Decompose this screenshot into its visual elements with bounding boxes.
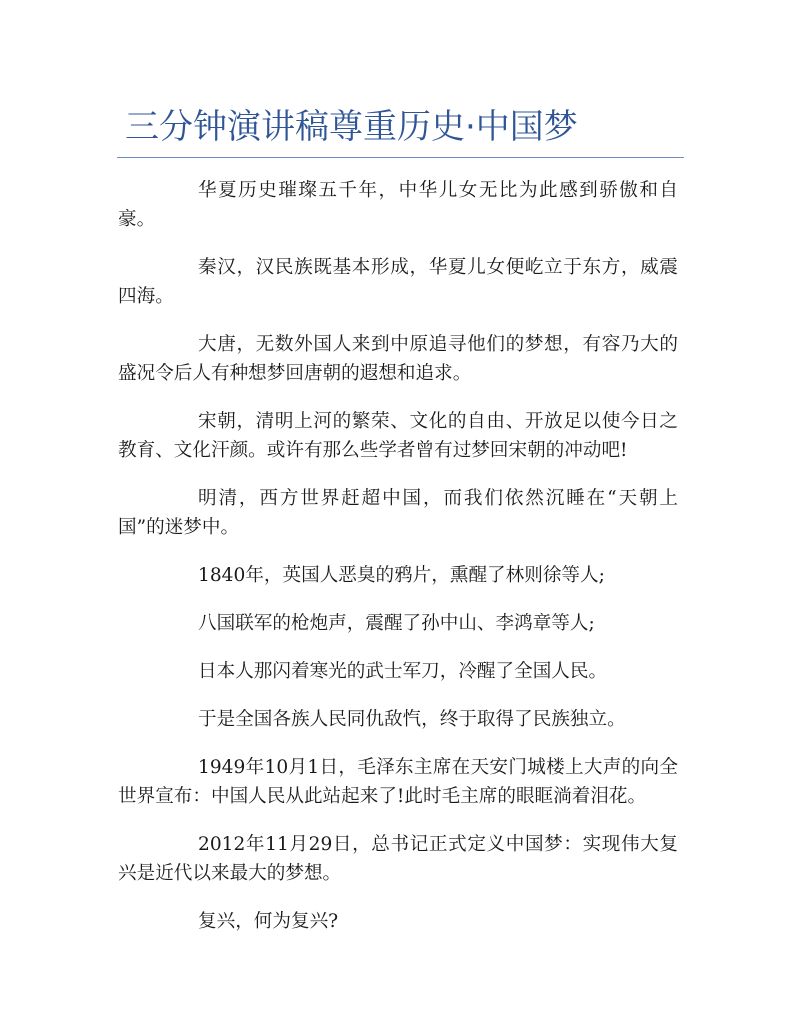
paragraph: 复兴，何为复兴? [198, 911, 339, 932]
paragraph: 大唐，无数外国人来到中原追寻他们的梦想，有容乃大的盛况令后人有种想梦回唐朝的遐想和追求。 [118, 334, 678, 384]
paragraph: 秦汉，汉民族既基本形成，华夏儿女便屹立于东方，威震四海。 [118, 257, 678, 307]
paragraph: 2012年11月29日，总书记正式定义中国梦：实现伟大复兴是近代以来最大的梦想。 [118, 834, 678, 884]
title-underline [117, 157, 684, 158]
paragraph: 日本人那闪着寒光的武士军刀，冷醒了全国人民。 [198, 661, 608, 682]
paragraph: 1949年10月1日，毛泽东主席在天安门城楼上大声的向全世界宣布：中国人民从此站起来了!此时毛主席的眼眶淌着泪花。 [118, 757, 678, 807]
paragraph: 1840年，英国人恶臭的鸦片，熏醒了林则徐等人; [198, 565, 605, 586]
paragraph: 八国联军的枪炮声，震醒了孙中山、李鸿章等人; [198, 613, 595, 634]
paragraph: 明清，西方世界赶超中国，而我们依然沉睡在“天朝上国”的迷梦中。 [118, 488, 678, 538]
document-body [118, 176, 678, 955]
paragraph: 宋朝，清明上河的繁荣、文化的自由、开放足以使今日之教育、文化汗颜。或许有那么些学者曾有过梦回宋朝的冲动吧! [118, 411, 678, 461]
document-title: 三分钟演讲稿尊重历史·中国梦 [125, 107, 578, 147]
paragraph: 华夏历史璀璨五千年，中华儿女无比为此感到骄傲和自豪。 [118, 180, 678, 230]
paragraph: 于是全国各族人民同仇敌忾，终于取得了民族独立。 [198, 709, 626, 730]
